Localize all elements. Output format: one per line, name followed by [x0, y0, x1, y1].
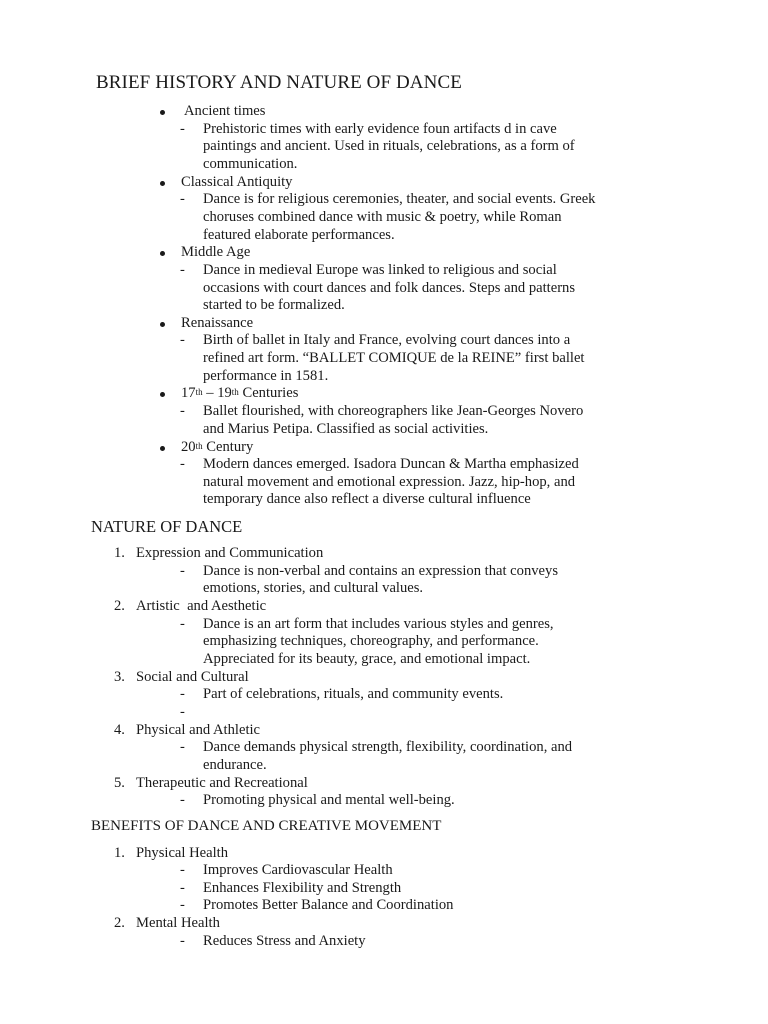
history-ancient-line: communication.: [203, 156, 298, 172]
bullet-dot-icon: [160, 181, 165, 186]
dash-marker: -: [180, 563, 185, 579]
nature-item-line: Dance is an art form that includes various styles and genres,: [203, 616, 554, 632]
dash-marker: -: [180, 862, 185, 878]
century-rest: Centuries: [238, 385, 299, 401]
nature-item-line: Dance is non-verbal and contains an expression that conveys: [203, 563, 559, 579]
nature-item-line: Appreciated for its beauty, grace, and emotional impact.: [203, 651, 531, 667]
dash-marker: -: [180, 456, 185, 472]
history-ancient-line: Prehistoric times with early evidence foun artifacts d in cave: [203, 121, 557, 137]
dash-marker: -: [180, 704, 185, 720]
dash-marker: -: [180, 897, 185, 913]
dash-marker: -: [180, 191, 185, 207]
nature-item-line: endurance.: [203, 757, 267, 773]
nature-item-label: Physical and Athletic: [136, 722, 261, 738]
list-number: 5.: [114, 775, 125, 791]
history-renaissance-line: refined art form. “BALLET COMIQUE de la REINE” first ballet: [203, 350, 585, 366]
nature-item-line: emphasizing techniques, choreography, and performance.: [203, 633, 539, 649]
dash-marker: -: [180, 792, 185, 808]
history-middle-label: Middle Age: [181, 244, 251, 260]
history-17-19-label: [181, 385, 298, 403]
history-classical-line: choruses combined dance with music & poetry, while Roman: [203, 209, 562, 225]
benefits-heading: BENEFITS OF DANCE AND CREATIVE MOVEMENT: [91, 818, 442, 834]
history-middle-line: started to be formalized.: [203, 297, 345, 313]
benefits-item-line: Enhances Flexibility and Strength: [203, 880, 402, 896]
history-classical-line: featured elaborate performances.: [203, 227, 395, 243]
history-middle-line: occasions with court dances and folk dances. Steps and patterns: [203, 280, 576, 296]
century-suffix: th: [195, 441, 203, 451]
century-suffix: th: [195, 387, 203, 397]
history-ancient-label: Ancient times: [184, 103, 266, 119]
history-17-19-line: and Marius Petipa. Classified as social activities.: [203, 421, 489, 437]
list-number: 2.: [114, 598, 125, 614]
history-20-line: Modern dances emerged. Isadora Duncan & Martha emphasized: [203, 456, 579, 472]
dash-marker: -: [180, 121, 185, 137]
dash-marker: -: [180, 616, 185, 632]
history-renaissance-line: performance in 1581.: [203, 368, 329, 384]
history-classical-line: Dance is for religious ceremonies, theater, and social events. Greek: [203, 191, 596, 207]
bullet-dot-icon: [160, 322, 165, 327]
history-20-label: [181, 439, 253, 457]
list-number: 1.: [114, 845, 125, 861]
nature-item-label: Social and Cultural: [136, 669, 249, 685]
nature-item-line: Part of celebrations, rituals, and community events.: [203, 686, 504, 702]
history-17-19-line: Ballet flourished, with choreographers like Jean-Georges Novero: [203, 403, 584, 419]
history-ancient-line: paintings and ancient. Used in rituals, celebrations, as a form of: [203, 138, 575, 154]
dash-marker: -: [180, 933, 185, 949]
list-number: 4.: [114, 722, 125, 738]
dash-marker: -: [180, 686, 185, 702]
benefits-item-line: Improves Cardiovascular Health: [203, 862, 393, 878]
history-renaissance-line: Birth of ballet in Italy and France, evolving court dances into a: [203, 332, 571, 348]
nature-heading: NATURE OF DANCE: [91, 517, 243, 536]
century-number: 19: [217, 385, 232, 401]
century-number: 20: [181, 439, 196, 455]
century-number: 17: [181, 385, 196, 401]
bullet-dot-icon: [160, 110, 165, 115]
history-middle-line: Dance in medieval Europe was linked to religious and social: [203, 262, 557, 278]
century-rest: Century: [202, 439, 254, 455]
century-suffix: th: [231, 387, 239, 397]
benefits-item-line: Reduces Stress and Anxiety: [203, 933, 366, 949]
benefits-item-line: Promotes Better Balance and Coordination: [203, 897, 454, 913]
bullet-dot-icon: [160, 392, 165, 397]
list-number: 2.: [114, 915, 125, 931]
dash-marker: -: [180, 403, 185, 419]
history-20-line: natural movement and emotional expression. Jazz, hip-hop, and: [203, 474, 576, 490]
benefits-item-label: Mental Health: [136, 915, 220, 931]
dash-marker: -: [180, 262, 185, 278]
dash-marker: -: [180, 739, 185, 755]
dash-marker: -: [180, 880, 185, 896]
history-classical-label: Classical Antiquity: [181, 174, 293, 190]
nature-item-line: Dance demands physical strength, flexibility, coordination, and: [203, 739, 573, 755]
benefits-item-label: Physical Health: [136, 845, 229, 861]
list-number: 3.: [114, 669, 125, 685]
bullet-dot-icon: [160, 251, 165, 256]
nature-item-label: Expression and Communication: [136, 545, 324, 561]
nature-item-label: Artistic and Aesthetic: [136, 598, 267, 614]
century-dash: –: [202, 385, 218, 401]
nature-item-label: Therapeutic and Recreational: [136, 775, 308, 791]
history-renaissance-label: Renaissance: [181, 315, 254, 331]
bullet-dot-icon: [160, 446, 165, 451]
page-title: BRIEF HISTORY AND NATURE OF DANCE: [96, 72, 462, 93]
dash-marker: -: [180, 332, 185, 348]
history-20-line: temporary dance also reflect a diverse cultural influence: [203, 491, 531, 507]
nature-item-line: Promoting physical and mental well-being.: [203, 792, 455, 808]
list-number: 1.: [114, 545, 125, 561]
nature-item-line: emotions, stories, and cultural values.: [203, 580, 424, 596]
